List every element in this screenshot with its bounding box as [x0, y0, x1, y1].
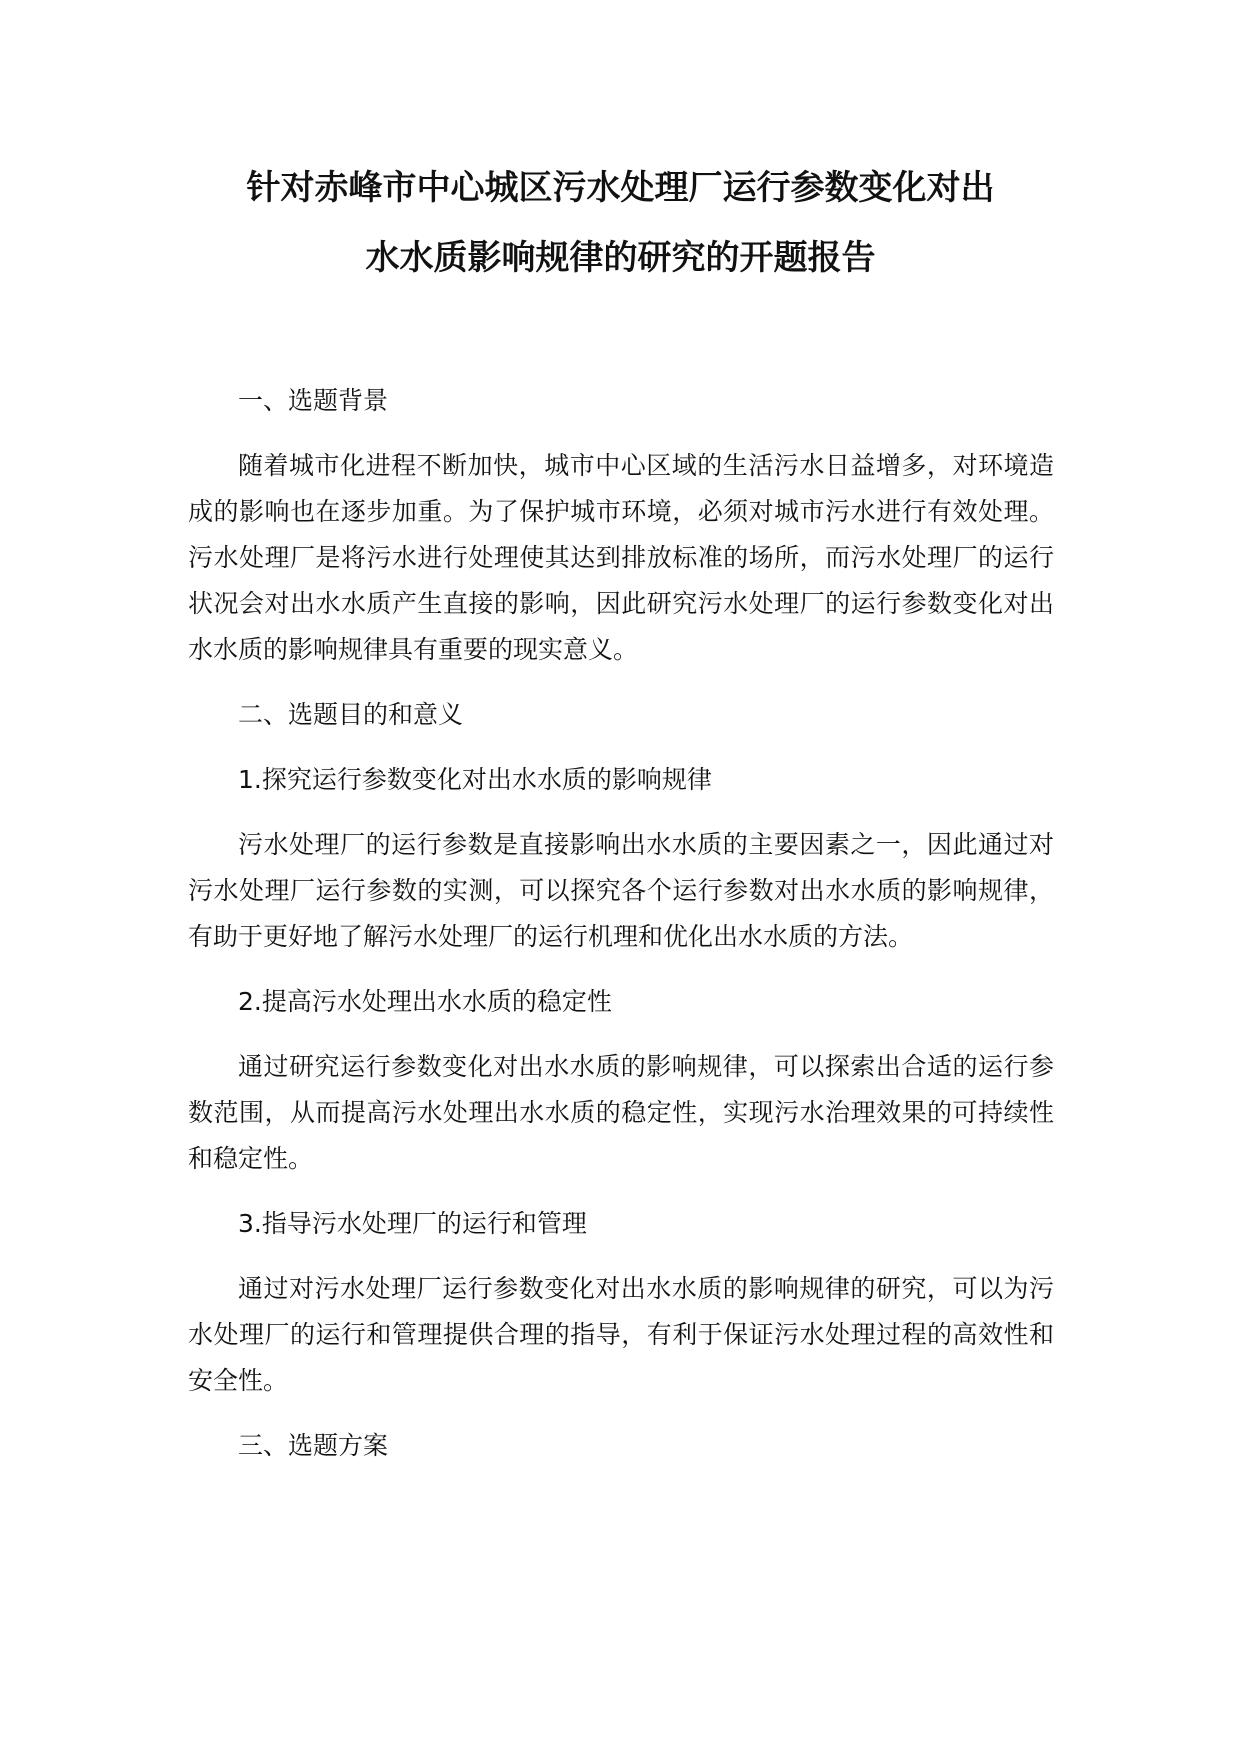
section-heading-purpose: 二、选题目的和意义 — [238, 700, 464, 729]
title-line-1: 针对赤峰市中心城区污水处理厂运行参数变化对出 — [246, 168, 995, 208]
subheading-guidance: 3.指导污水处理厂的运行和管理 — [238, 1209, 587, 1238]
subheading-explore: 1.探究运行参数变化对出水水质的影响规律 — [238, 765, 712, 794]
paragraph-guidance: 通过对污水处理厂运行参数变化对出水水质的影响规律的研究，可以为污水处理厂的运行和管理提供合理的指导，有利于保证污水处理过程的高效性和安全性。 — [188, 1274, 1054, 1395]
paragraph-stability: 通过研究运行参数变化对出水水质的影响规律，可以探索出合适的运行参数范围，从而提高污水处理出水水质的稳定性，实现污水治理效果的可持续性和稳定性。 — [188, 1052, 1054, 1173]
document-body — [188, 378, 1054, 1469]
paragraph-explore: 污水处理厂的运行参数是直接影响出水水质的主要因素之一，因此通过对污水处理厂运行参数的实测，可以探究各个运行参数对出水水质的影响规律，有助于更好地了解污水处理厂的运行机理和优化出水水质的方法。 — [188, 830, 1054, 951]
paragraph-background: 随着城市化进程不断加快，城市中心区域的生活污水日益增多，对环境造成的影响也在逐步加重。为了保护城市环境，必须对城市污水进行有效处理。污水处理厂是将污水进行处理使其达到排放标准的场所，而污水处理厂的运行状况会对出水水质产生直接的影响，因此研究污水处理厂的运行参数变化对出水水质的影响规律具有重要的现实意义。 — [188, 451, 1054, 664]
title-line-2: 水水质影响规律的研究的开题报告 — [365, 238, 876, 278]
subheading-stability: 2.提高污水处理出水水质的稳定性 — [238, 987, 612, 1016]
section-heading-background: 一、选题背景 — [238, 386, 389, 415]
section-heading-plan: 三、选题方案 — [238, 1431, 389, 1460]
